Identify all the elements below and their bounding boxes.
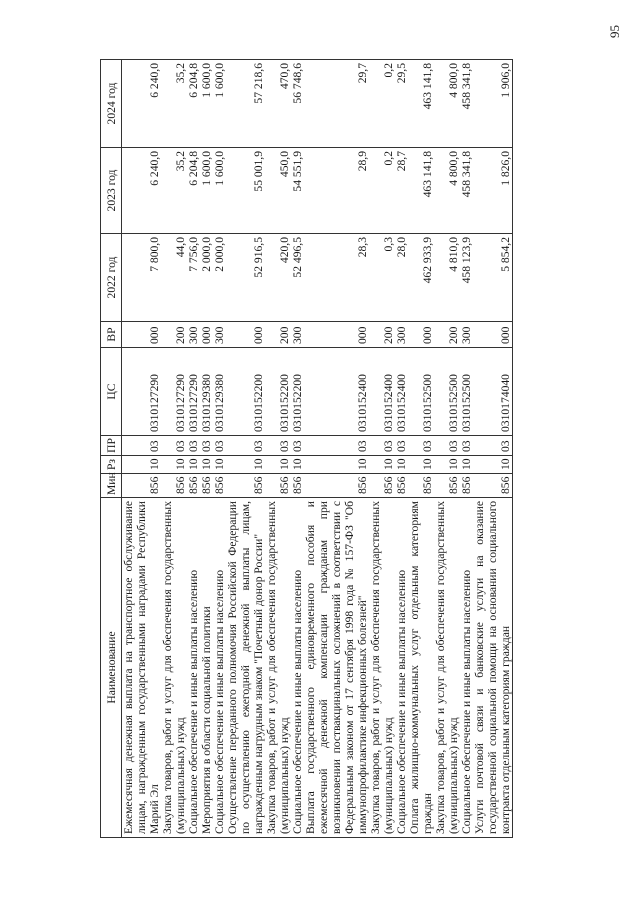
row-cs: 0310127290: [161, 348, 187, 436]
row-value-2023: 1 826,0: [473, 148, 513, 234]
row-value-2022: 7 800,0: [122, 234, 162, 322]
row-pr: 03: [473, 436, 513, 456]
row-value-2023: 0,2: [369, 148, 395, 234]
header-2023: 2023 год: [101, 148, 122, 234]
row-value-2024: 4 800,0: [434, 60, 460, 148]
row-value-2024: 6 204,8: [187, 60, 200, 148]
row-vr: 300: [395, 322, 408, 348]
row-value-2022: 7 756,0: [187, 234, 200, 322]
rotated-page-content: [100, 60, 600, 838]
row-pr: 03: [122, 436, 162, 456]
table-row: [304, 60, 369, 838]
row-vr: 000: [122, 322, 162, 348]
row-rz: 10: [213, 456, 226, 474]
row-min: 856: [460, 474, 473, 498]
row-value-2022: 5 854,2: [473, 234, 513, 322]
row-cs: 0310152200: [265, 348, 291, 436]
row-value-2024: 6 240,0: [122, 60, 162, 148]
row-vr: 000: [473, 322, 513, 348]
table-row: [369, 60, 395, 838]
row-value-2023: 458 341,8: [460, 148, 473, 234]
row-pr: 03: [265, 436, 291, 456]
row-name: Закупка товаров, работ и услуг для обеспечения государственных (муниципальных) нужд: [369, 498, 395, 838]
row-value-2023: 6 204,8: [187, 148, 200, 234]
row-name: Закупка товаров, работ и услуг для обеспечения государственных (муниципальных) нужд: [434, 498, 460, 838]
row-value-2023: 6 240,0: [122, 148, 162, 234]
row-value-2024: 1 600,0: [213, 60, 226, 148]
row-value-2023: 1 600,0: [213, 148, 226, 234]
row-value-2024: 56 748,6: [291, 60, 304, 148]
row-value-2022: 0,3: [369, 234, 395, 322]
row-rz: 10: [200, 456, 213, 474]
row-min: 856: [395, 474, 408, 498]
row-min: 856: [304, 474, 369, 498]
row-min: 856: [226, 474, 265, 498]
row-value-2024: 1 600,0: [200, 60, 213, 148]
table-body: [122, 60, 513, 838]
row-value-2022: 28,0: [395, 234, 408, 322]
row-vr: 300: [460, 322, 473, 348]
table-row: [265, 60, 291, 838]
row-rz: 10: [187, 456, 200, 474]
row-value-2023: 28,7: [395, 148, 408, 234]
row-min: 856: [369, 474, 395, 498]
row-name: Социальное обеспечение и иные выплаты населению: [291, 498, 304, 838]
row-rz: 10: [226, 456, 265, 474]
row-name: Мероприятия в области социальной политики: [200, 498, 213, 838]
row-min: 856: [213, 474, 226, 498]
row-pr: 03: [395, 436, 408, 456]
row-value-2023: 54 551,9: [291, 148, 304, 234]
row-cs: 0310152500: [434, 348, 460, 436]
row-pr: 03: [408, 436, 434, 456]
table-row: [200, 60, 213, 838]
row-value-2024: 458 341,8: [460, 60, 473, 148]
row-pr: 03: [213, 436, 226, 456]
row-value-2022: 44,0: [161, 234, 187, 322]
row-cs: 0310152400: [304, 348, 369, 436]
row-value-2023: 35,2: [161, 148, 187, 234]
row-value-2022: 462 933,9: [408, 234, 434, 322]
header-rz: Рз: [101, 456, 122, 474]
table-row: [226, 60, 265, 838]
row-min: 856: [408, 474, 434, 498]
header-2024: 2024 год: [101, 60, 122, 148]
row-cs: 0310152500: [460, 348, 473, 436]
row-vr: 300: [213, 322, 226, 348]
row-value-2022: 2 000,0: [200, 234, 213, 322]
row-name: Закупка товаров, работ и услуг для обеспечения государственных (муниципальных) нужд: [161, 498, 187, 838]
row-name: Ежемесячная денежная выплата на транспортное обслуживание лицам, награжденным государственными наградами Республики Марий Эл: [122, 498, 162, 838]
row-rz: 10: [395, 456, 408, 474]
row-pr: 03: [369, 436, 395, 456]
table-row: [122, 60, 162, 838]
row-vr: 000: [226, 322, 265, 348]
header-vr: ВР: [101, 322, 122, 348]
row-value-2023: 1 600,0: [200, 148, 213, 234]
row-rz: 10: [434, 456, 460, 474]
table-row: [213, 60, 226, 838]
row-vr: 200: [434, 322, 460, 348]
row-value-2022: 52 496,5: [291, 234, 304, 322]
table-row: [395, 60, 408, 838]
row-min: 856: [122, 474, 162, 498]
row-name: Осуществление переданного полномочия Российской Федерации по осуществлению ежегодной денежной выплаты лицам, награжденным нагрудным знаком "Почетный донор России": [226, 498, 265, 838]
row-value-2024: 29,5: [395, 60, 408, 148]
row-value-2022: 28,3: [304, 234, 369, 322]
row-pr: 03: [161, 436, 187, 456]
row-min: 856: [291, 474, 304, 498]
row-pr: 03: [226, 436, 265, 456]
row-cs: 0310174040: [473, 348, 513, 436]
header-name: Наименование: [101, 498, 122, 838]
row-vr: 300: [187, 322, 200, 348]
row-name: Оплата жилищно-коммунальных услуг отдельным категориям граждан: [408, 498, 434, 838]
row-rz: 10: [265, 456, 291, 474]
row-name: Социальное обеспечение и иные выплаты населению: [460, 498, 473, 838]
row-value-2022: 420,0: [265, 234, 291, 322]
row-pr: 03: [460, 436, 473, 456]
row-value-2024: 463 141,8: [408, 60, 434, 148]
row-name: Закупка товаров, работ и услуг для обеспечения государственных (муниципальных) нужд: [265, 498, 291, 838]
row-value-2024: 35,2: [161, 60, 187, 148]
row-vr: 000: [304, 322, 369, 348]
row-min: 856: [265, 474, 291, 498]
row-cs: 0310152200: [226, 348, 265, 436]
table-row: [460, 60, 473, 838]
row-min: 856: [434, 474, 460, 498]
row-value-2023: 450,0: [265, 148, 291, 234]
row-rz: 10: [369, 456, 395, 474]
row-value-2023: 4 800,0: [434, 148, 460, 234]
row-pr: 03: [291, 436, 304, 456]
row-rz: 10: [291, 456, 304, 474]
header-min: Мин: [101, 474, 122, 498]
row-cs: 0310152200: [291, 348, 304, 436]
row-value-2024: 57 218,6: [226, 60, 265, 148]
row-vr: 300: [291, 322, 304, 348]
row-vr: 000: [408, 322, 434, 348]
row-name: Социальное обеспечение и иные выплаты населению: [187, 498, 200, 838]
header-pr: ПР: [101, 436, 122, 456]
row-value-2023: 55 001,9: [226, 148, 265, 234]
row-vr: 200: [369, 322, 395, 348]
row-vr: 200: [161, 322, 187, 348]
header-2022: 2022 год: [101, 234, 122, 322]
row-rz: 10: [408, 456, 434, 474]
row-pr: 03: [187, 436, 200, 456]
budget-table: [100, 59, 513, 838]
row-value-2022: 2 000,0: [213, 234, 226, 322]
row-value-2024: 29,7: [304, 60, 369, 148]
row-name: Социальное обеспечение и иные выплаты населению: [395, 498, 408, 838]
row-value-2023: 463 141,8: [408, 148, 434, 234]
page-number: 95: [607, 25, 622, 38]
row-vr: 000: [200, 322, 213, 348]
table-row: [473, 60, 513, 838]
row-pr: 03: [304, 436, 369, 456]
table-row: [291, 60, 304, 838]
row-value-2022: 52 916,5: [226, 234, 265, 322]
row-rz: 10: [304, 456, 369, 474]
row-min: 856: [473, 474, 513, 498]
table-row: [161, 60, 187, 838]
row-min: 856: [161, 474, 187, 498]
table-header-row: [101, 60, 122, 838]
row-pr: 03: [200, 436, 213, 456]
row-value-2022: 458 123,9: [460, 234, 473, 322]
row-rz: 10: [122, 456, 162, 474]
row-cs: 0310129380: [200, 348, 213, 436]
row-value-2024: 1 906,0: [473, 60, 513, 148]
table-row: [408, 60, 434, 838]
table-row: [434, 60, 460, 838]
header-cs: ЦС: [101, 348, 122, 436]
row-cs: 0310129380: [213, 348, 226, 436]
row-rz: 10: [473, 456, 513, 474]
row-rz: 10: [460, 456, 473, 474]
row-value-2024: 0,2: [369, 60, 395, 148]
row-name: Социальное обеспечение и иные выплаты населению: [213, 498, 226, 838]
row-cs: 0310127290: [187, 348, 200, 436]
row-min: 856: [187, 474, 200, 498]
row-name: Услуги почтовой связи и банковские услуги на оказание государственной социальной помощи на основании социального контракта отдельным категориям граждан: [473, 498, 513, 838]
row-cs: 0310152400: [369, 348, 395, 436]
row-cs: 0310152500: [408, 348, 434, 436]
row-min: 856: [200, 474, 213, 498]
row-name: Выплата государственного единовременного пособия и ежемесячной денежной компенсации гражданам при возникновении поствакцинальных осложнений в соответствии с Федеральным законом от 17 сентября 1998 года № 157-ФЗ "Об иммунопрофилактике инфекционных болезней": [304, 498, 369, 838]
row-pr: 03: [434, 436, 460, 456]
row-rz: 10: [161, 456, 187, 474]
row-cs: 0310152400: [395, 348, 408, 436]
row-cs: 0310127290: [122, 348, 162, 436]
row-value-2023: 28,9: [304, 148, 369, 234]
row-vr: 200: [265, 322, 291, 348]
row-value-2024: 470,0: [265, 60, 291, 148]
row-value-2022: 4 810,0: [434, 234, 460, 322]
table-row: [187, 60, 200, 838]
